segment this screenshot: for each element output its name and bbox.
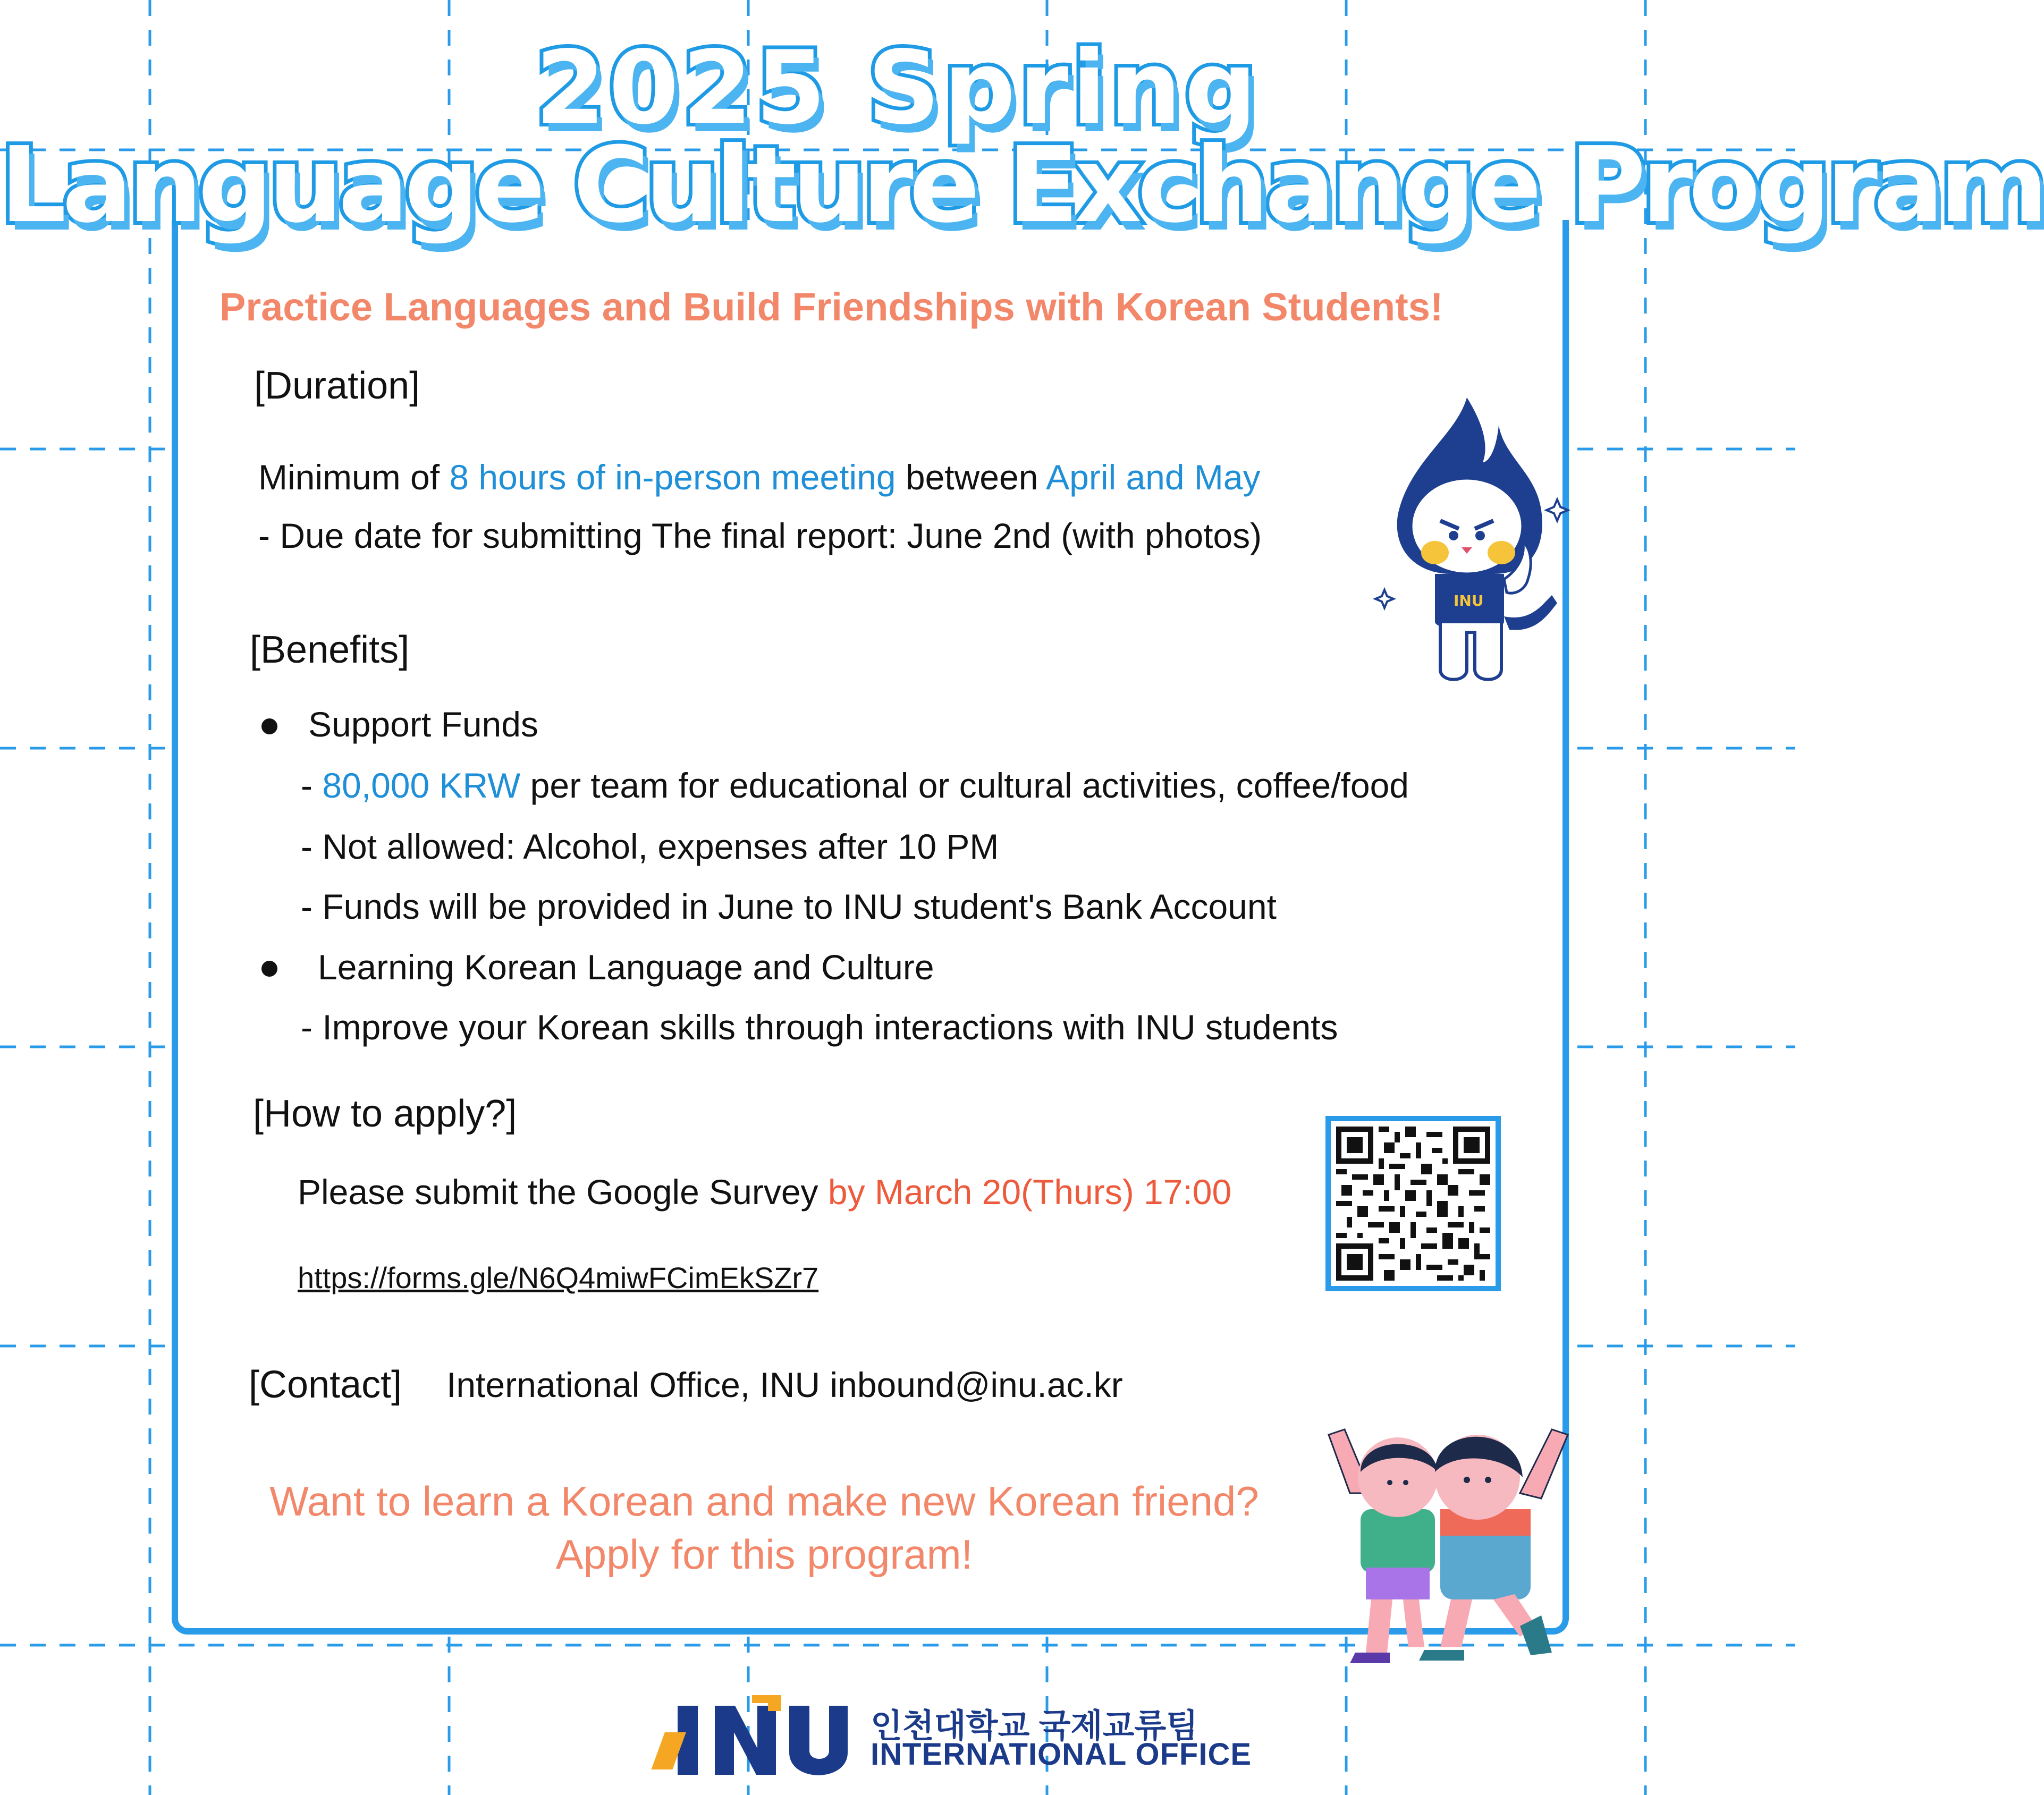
svg-text:INU: INU xyxy=(1454,592,1484,609)
duration-line-2: - Due date for submitting The final report: June 2nd (with photos) xyxy=(258,516,1262,555)
apply-text: Please submit the Google Survey xyxy=(298,1172,828,1212)
benefit-korean-learning: Learning Korean Language and Culture xyxy=(318,947,934,987)
benefits-heading: [Benefits] xyxy=(250,629,410,671)
benefit-funds-line-3: - Funds will be provided in June to INU student's Bank Account xyxy=(301,887,1277,926)
duration-text-a: Minimum of xyxy=(258,458,450,497)
title-year-season: 2025 Spring xyxy=(535,29,1260,147)
contact-heading: [Contact] xyxy=(249,1364,402,1406)
subtitle: Practice Languages and Build Friendships with Korean Students! xyxy=(219,285,1443,329)
inu-logo-icon xyxy=(672,1690,848,1780)
bullet-icon xyxy=(261,961,277,977)
funds-dash: - xyxy=(301,766,323,805)
title-program-name: Language Culture Exchange Program xyxy=(0,125,2044,246)
duration-hours-highlight: 8 hours of in-person meeting xyxy=(449,458,896,497)
duration-text-c: between xyxy=(896,458,1046,497)
closing-question: Want to learn a Korean and make new Korean friend? xyxy=(269,1478,1259,1525)
apply-instruction xyxy=(298,1172,1231,1212)
children-illustration-icon xyxy=(1318,1413,1584,1663)
apply-deadline: by March 20(Thurs) 17:00 xyxy=(827,1172,1232,1212)
contact-info: International Office, INU inbound@inu.ac.kr xyxy=(446,1365,1123,1404)
benefit-funds-line-1 xyxy=(301,765,1409,806)
duration-heading: [Duration] xyxy=(254,365,420,407)
duration-months-highlight: April and May xyxy=(1046,458,1261,497)
apply-heading: [How to apply?] xyxy=(253,1093,517,1135)
benefit-support-funds: Support Funds xyxy=(308,705,538,744)
closing-call-to-action: Apply for this program! xyxy=(555,1531,973,1578)
duration-line-1 xyxy=(258,457,1261,497)
logo-english-text: INTERNATIONAL OFFICE xyxy=(871,1737,1252,1772)
mascot-lion-icon xyxy=(1376,393,1568,691)
funds-amount-highlight: 80,000 KRW xyxy=(322,766,521,805)
funds-purpose: per team for educational or cultural activities, coffee/food xyxy=(520,766,1409,805)
benefit-funds-line-2: - Not allowed: Alcohol, expenses after 10 PM xyxy=(301,827,999,866)
logo-korean-text: 인천대학교 국제교류팀 xyxy=(871,1708,1198,1745)
bullet-icon xyxy=(261,718,277,734)
qr-code-icon[interactable] xyxy=(1325,1116,1501,1291)
survey-link[interactable]: https://forms.gle/N6Q4miwFCimEkSZr7 xyxy=(298,1261,819,1294)
benefit-korean-line-1: - Improve your Korean skills through interactions with INU students xyxy=(301,1007,1338,1047)
